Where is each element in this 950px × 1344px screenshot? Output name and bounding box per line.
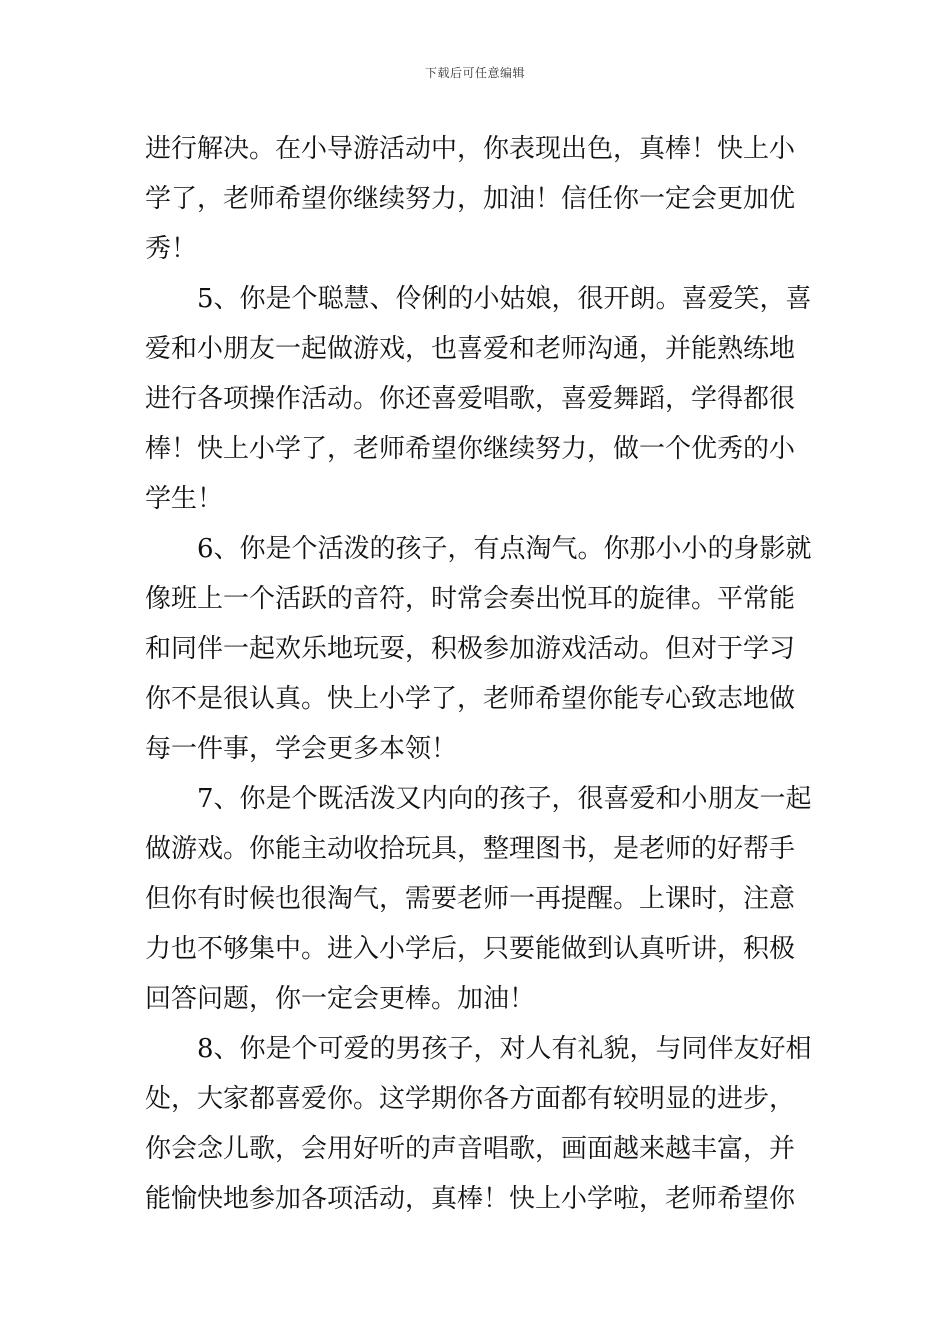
text-line: 回答问题，你一定会更棒。加油！: [145, 984, 536, 1014]
paragraph-first-line: 6、你是个活泼的孩子，有点淘气。你那小小的身影就: [197, 534, 812, 564]
text-line: 处，大家都喜爱你。这学期你各方面都有较明显的进步，: [145, 1084, 796, 1114]
text-line: 力也不够集中。进入小学后，只要能做到认真听讲，积极: [145, 934, 796, 964]
text-line: 和同伴一起欢乐地玩耍，积极参加游戏活动。但对于学习: [145, 634, 796, 664]
text-line: 进行解决。在小导游活动中，你表现出色，真棒！快上小: [145, 134, 796, 164]
text-line: 你不是很认真。快上小学了，老师希望你能专心致志地做: [145, 684, 796, 714]
text-line: 能愉快地参加各项活动，真棒！快上小学啦，老师希望你: [145, 1184, 796, 1214]
text-line: 秀！: [145, 234, 198, 264]
text-line: 学生！: [145, 484, 224, 514]
text-line: 每一件事，学会更多本领！: [145, 734, 458, 764]
text-line: 做游戏。你能主动收拾玩具，整理图书，是老师的好帮手: [145, 834, 796, 864]
text-line: 进行各项操作活动。你还喜爱唱歌，喜爱舞蹈，学得都很: [145, 384, 796, 414]
text-line: 像班上一个活跃的音符，时常会奏出悦耳的旋律。平常能: [145, 584, 796, 614]
paragraph-first-line: 5、你是个聪慧、伶俐的小姑娘，很开朗。喜爱笑，喜: [197, 284, 812, 314]
text-line: 但你有时候也很淘气，需要老师一再提醒。上课时，注意: [145, 884, 796, 914]
text-line: 学了，老师希望你继续努力，加油！信任你一定会更加优: [145, 184, 796, 214]
paragraph-first-line: 7、你是个既活泼又内向的孩子，很喜爱和小朋友一起: [197, 784, 812, 814]
text-line: 爱和小朋友一起做游戏，也喜爱和老师沟通，并能熟练地: [145, 334, 796, 364]
text-line: 你会念儿歌，会用好听的声音唱歌，画面越来越丰富，并: [145, 1134, 796, 1164]
document-body: [145, 124, 812, 1224]
paragraph-first-line: 8、你是个可爱的男孩子，对人有礼貌，与同伴友好相: [197, 1034, 812, 1064]
text-line: 棒！快上小学了，老师希望你继续努力，做一个优秀的小: [145, 434, 796, 464]
page-header: 下载后可任意编辑: [424, 66, 525, 80]
